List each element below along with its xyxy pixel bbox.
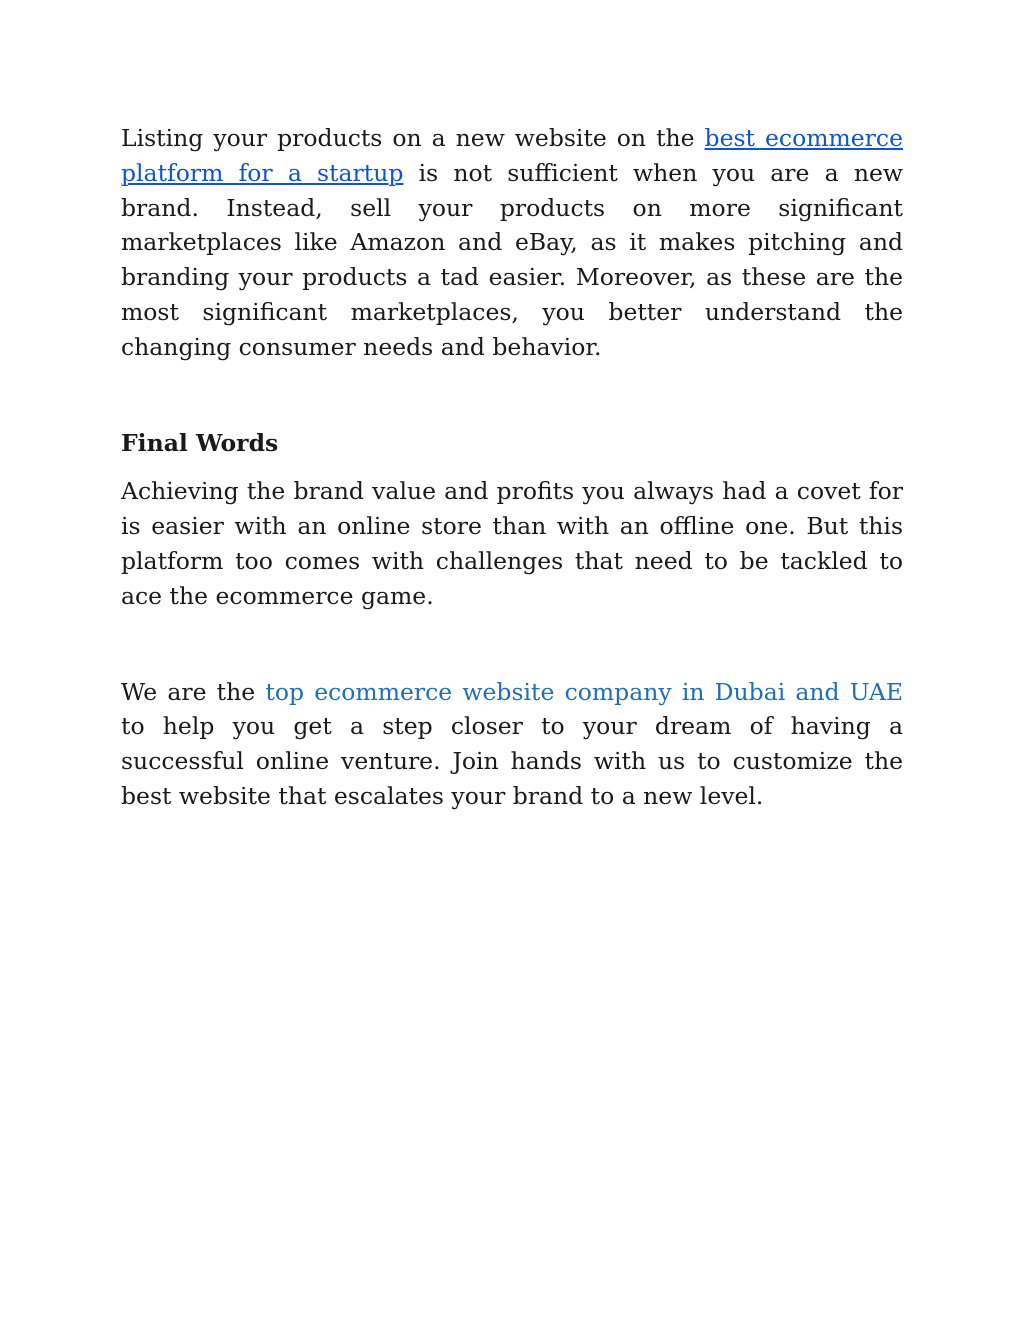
- section-heading: Final Words: [121, 428, 279, 457]
- cta-paragraph-rest: to help you get a step closer to your dream of having a successful online venture. Join hands with us to customize the best website that escalates your brand to a new level.: [121, 712, 903, 810]
- best-ecommerce-platform-link[interactable]: best ecommerce platform for a startup: [121, 124, 903, 187]
- cta-paragraph-lead: We are the: [121, 677, 266, 706]
- conclusion-paragraph: Achieving the brand value and profits you always had a covet for is easier with an online store than with an offline one. But this platform too comes with challenges that need to be tackled to ace the ecommerce game.: [121, 477, 903, 610]
- intro-paragraph-lead: Listing your products on a new website on the: [121, 124, 705, 152]
- top-ecommerce-company-link[interactable]: top ecommerce website company in Dubai and UAE: [265, 677, 904, 706]
- cta-paragraph: [121, 675, 903, 814]
- intro-paragraph-rest: is not sufficient when you are a new brand. Instead, sell your products on more significant marketplaces like Amazon and eBay, as it makes pitching and branding your products a tad easier. Moreover, as these are the most significant marketplaces, you better understand the changing consumer needs and behavior.: [121, 158, 903, 361]
- intro-paragraph: [121, 121, 903, 365]
- document-page: [121, 121, 903, 814]
